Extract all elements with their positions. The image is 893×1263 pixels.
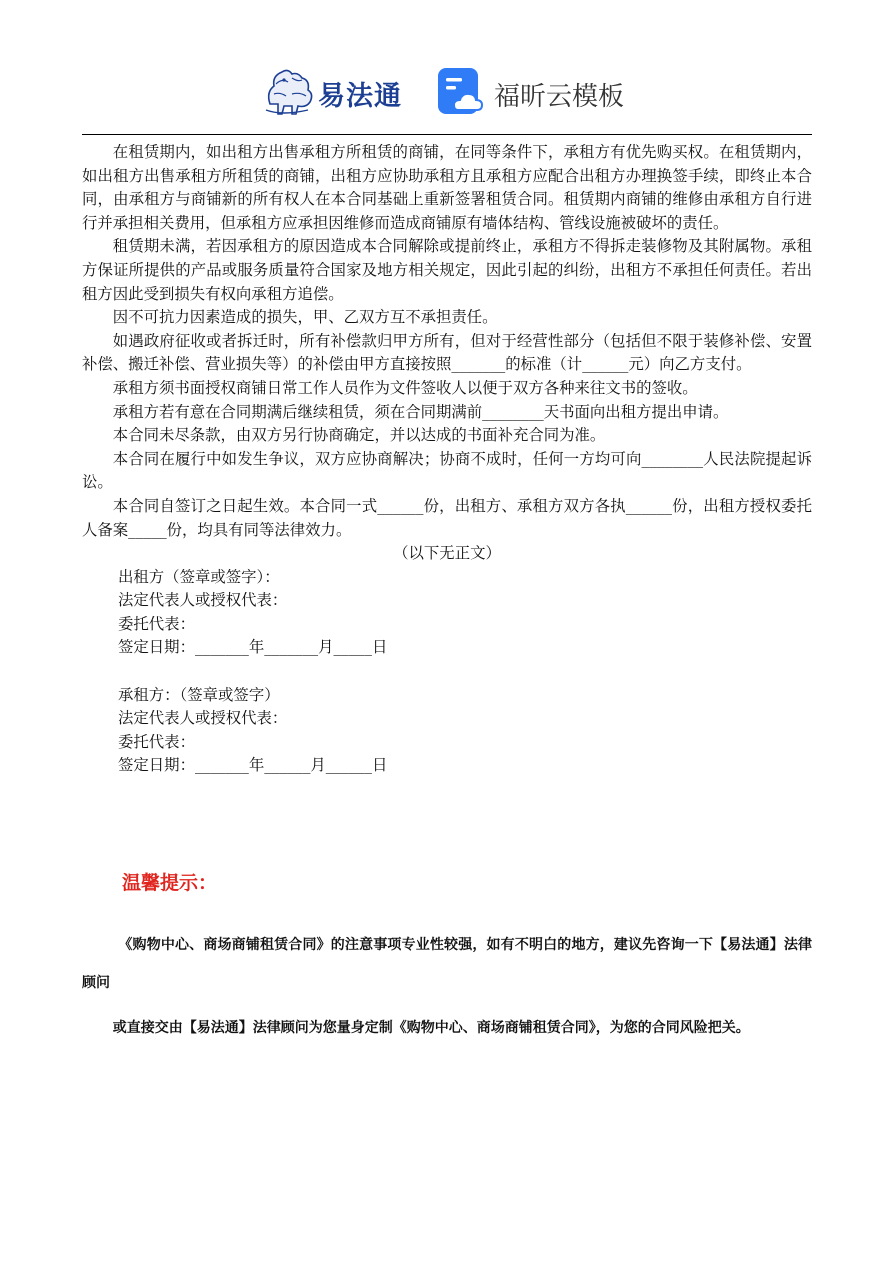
foxit-template-logo <box>436 66 636 118</box>
lessor-representative: 法定代表人或授权代表： <box>118 591 288 610</box>
tips-line-1: 《购物中心、商场商铺租赁合同》的注意事项专业性较强，如有不明白的地方，建议先咨询一下【易法通】法律顾问 <box>82 937 812 991</box>
paragraph-effectiveness: 本合同自签订之日起生效。本合同一式______份，出租方、承租方双方各执______份，出租方授权委托人备案_____份，均具有同等法律效力。 <box>82 496 812 539</box>
lessee-agent: 委托代表： <box>118 732 195 751</box>
paragraph-document-receiver: 承租方须书面授权商铺日常工作人员作为文件签收人以便于双方各种来往文书的签收。 <box>112 378 698 397</box>
paragraph-sale-priority: 在租赁期内，如出租方出售承租方所租赁的商铺，在同等条件下，承租方有优先购买权。在租赁期内，如出租方出售承租方所租赁的商铺，出租方应协助承租方且承租方应配合出租方办理换签手续，即终止本合同，由承租方与商铺新的所有权人在本合同基础上重新签署租赁合同。租赁期内商铺的维修由承租方自行进行并承担相关费用，但承租方应承担因维修而造成商铺原有墙体结构、管线设施被破坏的责任。 <box>82 143 812 232</box>
qilin-icon <box>262 64 320 118</box>
paragraph-early-termination: 租赁期未满，若因承租方的原因造成本合同解除或提前终止，承租方不得拆走装修物及其附属物。承租方保证所提供的产品或服务质量符合国家及地方相关规定，因此引起的纠纷，出租方不承担任何责任。若出租方因此受到损失有权向承租方追偿。 <box>82 237 812 303</box>
paragraph-supplementary: 本合同未尽条款，由双方另行协商确定，并以达成的书面补充合同为准。 <box>112 426 606 445</box>
yifatong-logo-text: 易法通 <box>318 81 402 112</box>
lessor-sign-date: 签定日期：_______年_______月_____日 <box>118 638 388 657</box>
header-divider <box>82 134 812 135</box>
cloud-document-icon <box>436 66 486 116</box>
paragraph-expropriation: 如遇政府征收或者拆迁时，所有补偿款归甲方所有，但对于经营性部分（包括但不限于装修补偿、安置补偿、搬迁补偿、营业损失等）的补偿由甲方直接按照_______的标准（计______元）向乙方支付。 <box>82 331 812 374</box>
lessee-representative: 法定代表人或授权代表： <box>118 709 288 728</box>
paragraph-dispute: 本合同在履行中如发生争议，双方应协商解决；协商不成时，任何一方均可向________人民法院提起诉讼。 <box>82 449 812 492</box>
tips-line-2: 或直接交由【易法通】法律顾问为您量身定制《购物中心、商场商铺租赁合同》，为您的合同风险把关。 <box>112 1020 750 1036</box>
lessor-agent: 委托代表： <box>118 614 195 633</box>
lessee-title: 承租方：（签章或签字） <box>118 685 280 704</box>
lessor-title: 出租方（签章或签字）： <box>118 567 280 586</box>
page-header <box>0 58 893 124</box>
foxit-template-logo-text: 福昕云模板 <box>494 82 625 112</box>
tips-title: 温馨提示： <box>122 872 218 894</box>
yifatong-logo <box>262 64 412 118</box>
lessee-sign-date: 签定日期：_______年______月______日 <box>118 756 388 775</box>
contract-body <box>82 141 812 778</box>
paragraph-renewal: 承租方若有意在合同期满后继续租赁，须在合同期满前________天书面向出租方提出申请。 <box>112 402 729 421</box>
end-of-text-note: （以下无正文） <box>393 544 501 563</box>
signature-gap <box>82 660 812 684</box>
paragraph-force-majeure: 因不可抗力因素造成的损失，甲、乙双方互不承担责任。 <box>112 308 498 327</box>
